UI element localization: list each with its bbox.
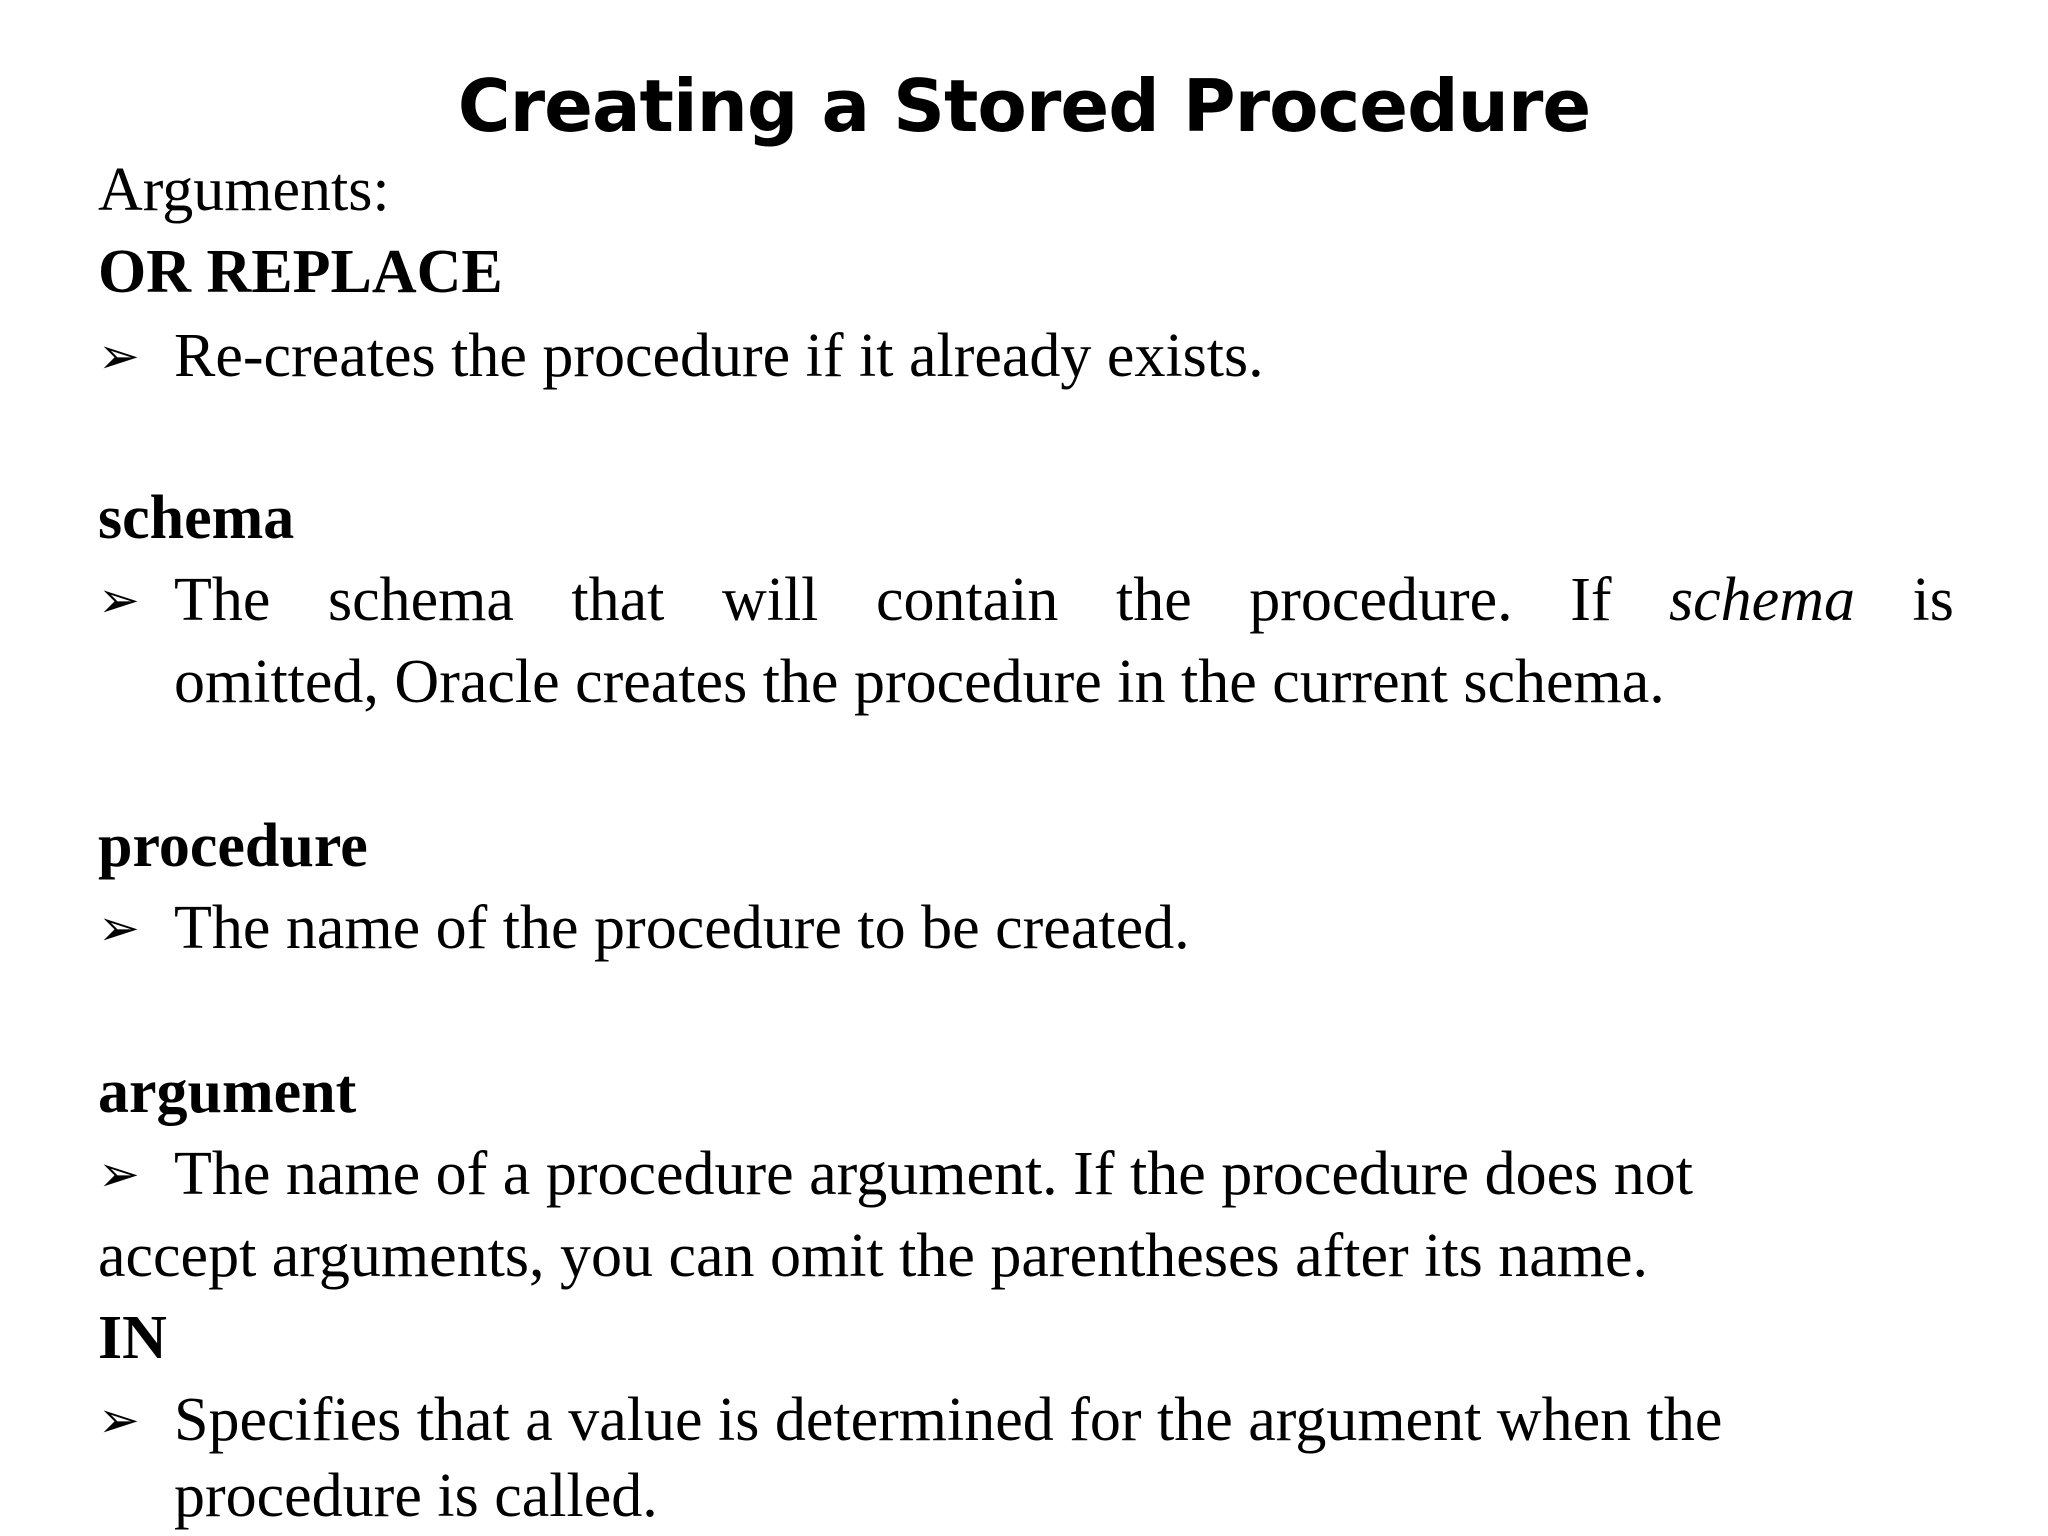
heading-schema: schema [98, 484, 295, 552]
word: that [571, 566, 665, 634]
bullet-text: Specifies that a value is determined for the argument when the [174, 1386, 1723, 1454]
bullet-arrow-icon: ➢ [98, 1146, 140, 1202]
bullet-in [98, 1380, 1722, 1460]
bullet-text: Re-creates the procedure if it already exists. [174, 322, 1264, 390]
bullet-text: The name of the procedure to be created. [174, 894, 1190, 962]
word: The [174, 566, 271, 634]
bullet-procedure [98, 888, 1190, 968]
heading-or-replace: OR REPLACE [98, 238, 503, 306]
bullet-text: The name of a procedure argument. If the procedure does not [174, 1140, 1693, 1208]
bullet-arrow-icon: ➢ [98, 1392, 140, 1448]
heading-procedure: procedure [98, 812, 368, 880]
heading-argument: argument [98, 1058, 357, 1126]
word: the [1115, 566, 1192, 634]
word: schema [327, 566, 514, 634]
word: If [1570, 566, 1612, 634]
word-italic: schema [1669, 566, 1855, 634]
bullet-or-replace [98, 316, 1264, 396]
word: will [721, 566, 819, 634]
word: is [1912, 566, 1954, 634]
bullet-arrow-icon: ➢ [98, 572, 140, 628]
bullet-schema-arrow [98, 560, 174, 640]
bullet-argument [98, 1134, 1693, 1214]
bullet-schema-line1 [174, 560, 1954, 640]
bullet-argument-cont: accept arguments, you can omit the parentheses after its name. [98, 1222, 1648, 1290]
bullet-in-cont: procedure is called. [174, 1462, 658, 1530]
slide-title: Creating a Stored Procedure [457, 64, 1591, 148]
bullet-arrow-icon: ➢ [98, 328, 140, 384]
bullet-arrow-icon: ➢ [98, 900, 140, 956]
heading-in: IN [98, 1304, 167, 1372]
bullet-schema-line2: omitted, Oracle creates the procedure in the current schema. [174, 648, 1665, 716]
word: contain [875, 566, 1059, 634]
arguments-label: Arguments: [98, 156, 390, 224]
word: procedure. [1249, 566, 1513, 634]
